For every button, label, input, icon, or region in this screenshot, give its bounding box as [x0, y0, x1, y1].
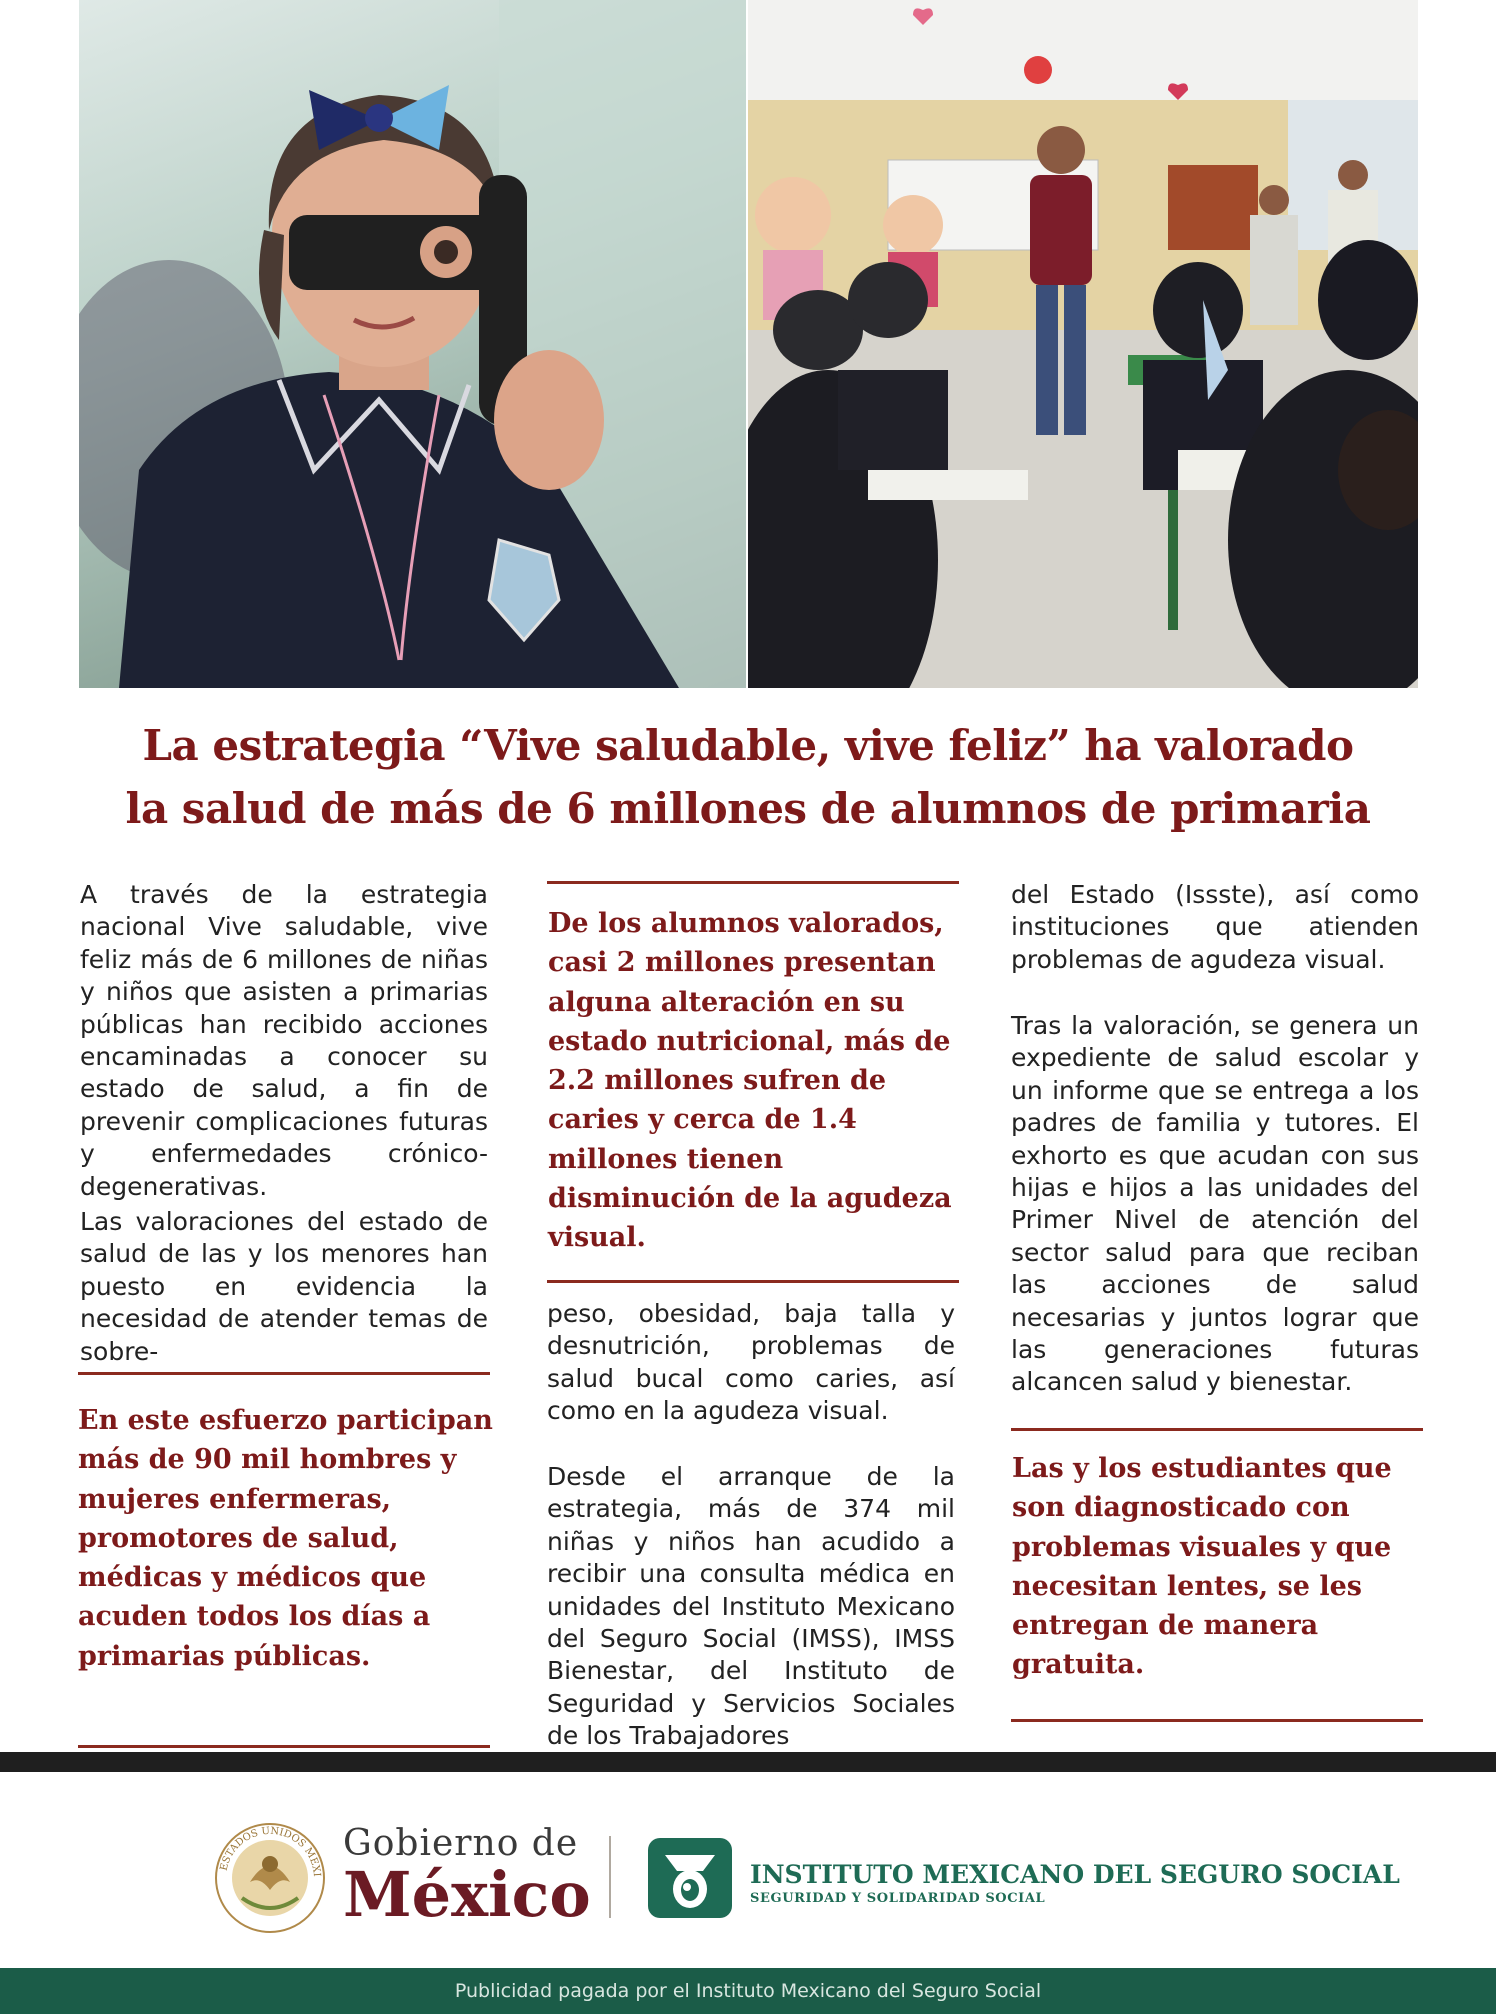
gobierno-de-text: Gobierno de — [343, 1823, 579, 1864]
col2-paragraph-2: Desde el arranque de la estrategia, más de 374 mil niñas y niños han acudido a recibir una consulta médica en unidades del Instituto Mexicano del Seguro Social (IMSS), IMSS Bienestar, del Instituto de Seguridad y Servicios Sociales de los Trabajadores — [547, 1462, 955, 1751]
mexico-seal-logo — [212, 1820, 328, 1940]
footer-dark-band — [0, 1752, 1496, 1772]
imss-motto: SEGURIDAD Y SOLIDARIDAD SOCIAL — [750, 1891, 1046, 1906]
photo-girl-eye-exam — [79, 0, 746, 688]
col3-rule-bottom — [1011, 1719, 1423, 1722]
col3-paragraph-2: Tras la valoración, se genera un expediente de salud escolar y un informe que se entrega a los padres de familia y tutores. El exhorto es que acudan con sus hijas e hijos a las unidades del Primer Nivel de atención del sector salud para que reciban las acciones de salud necesarias y juntos lograr que las generaciones futuras alcancen salud y bienestar. — [1011, 1011, 1419, 1397]
col1-rule-top — [78, 1372, 490, 1375]
mexico-text: México — [343, 1858, 591, 1931]
col1-rule-bottom — [78, 1745, 490, 1748]
imss-name: INSTITUTO MEXICANO DEL SEGURO SOCIAL — [750, 1860, 1400, 1889]
imss-wordmark — [750, 1860, 1400, 1908]
col3-rule-top — [1011, 1428, 1423, 1431]
gobierno-de-mexico-wordmark — [343, 1823, 591, 1931]
col2-rule-bottom — [547, 1280, 959, 1283]
seal-text: ESTADOS UNIDOS MEXI — [218, 1825, 323, 1878]
logo-divider — [609, 1836, 611, 1918]
headline-line-2: la salud de más de 6 millones de alumnos de primaria — [125, 784, 1371, 833]
headline-line-1: La estrategia “Vive saludable, vive feliz” ha valorado — [142, 721, 1354, 770]
col3-paragraph-1: del Estado (Issste), así como instituciones que atienden problemas de agudeza visual. — [1011, 880, 1419, 974]
col1-paragraph-1: A través de la estrategia nacional Vive saludable, vive feliz más de 6 millones de niñas y niños que asisten a primarias públicas han recibido acciones encaminadas a conocer su estado de salud, a fin de prevenir complicaciones futuras y enfermedades crónico-degenerativas. — [80, 880, 488, 1201]
col2-paragraph-1: peso, obesidad, baja talla y desnutrición, problemas de salud bucal como caries, así como en la agudeza visual. — [547, 1299, 955, 1426]
col2-pull-quote: De los alumnos valorados, casi 2 millones presentan alguna alteración en su estado nutricional, más de 2.2 millones sufren de caries y cerca de 1.4 millones tienen disminución de la agudeza visual. — [548, 908, 952, 1254]
logo-row — [0, 1772, 1496, 1968]
headline — [40, 714, 1456, 840]
imss-logo — [647, 1837, 733, 1923]
col1-paragraph-2: Las valoraciones del estado de salud de las y los menores han puesto en evidencia la necesidad de atender temas de sobre- — [80, 1207, 488, 1366]
col3-pull-quote: Las y los estudiantes que son diagnosticado con problemas visuales y que necesitan lentes, se les entregan de manera gratuita. — [1012, 1453, 1392, 1681]
col1-pull-quote: En este esfuerzo participan más de 90 mil hombres y mujeres enfermeras, promotores de salud, médicas y médicos que acuden todos los días a primarias públicas. — [78, 1405, 493, 1672]
paid-advertising-notice: Publicidad pagada por el Instituto Mexicano del Seguro Social — [0, 1968, 1496, 2014]
photo-classroom — [748, 0, 1418, 688]
col2-rule-top — [547, 881, 959, 884]
